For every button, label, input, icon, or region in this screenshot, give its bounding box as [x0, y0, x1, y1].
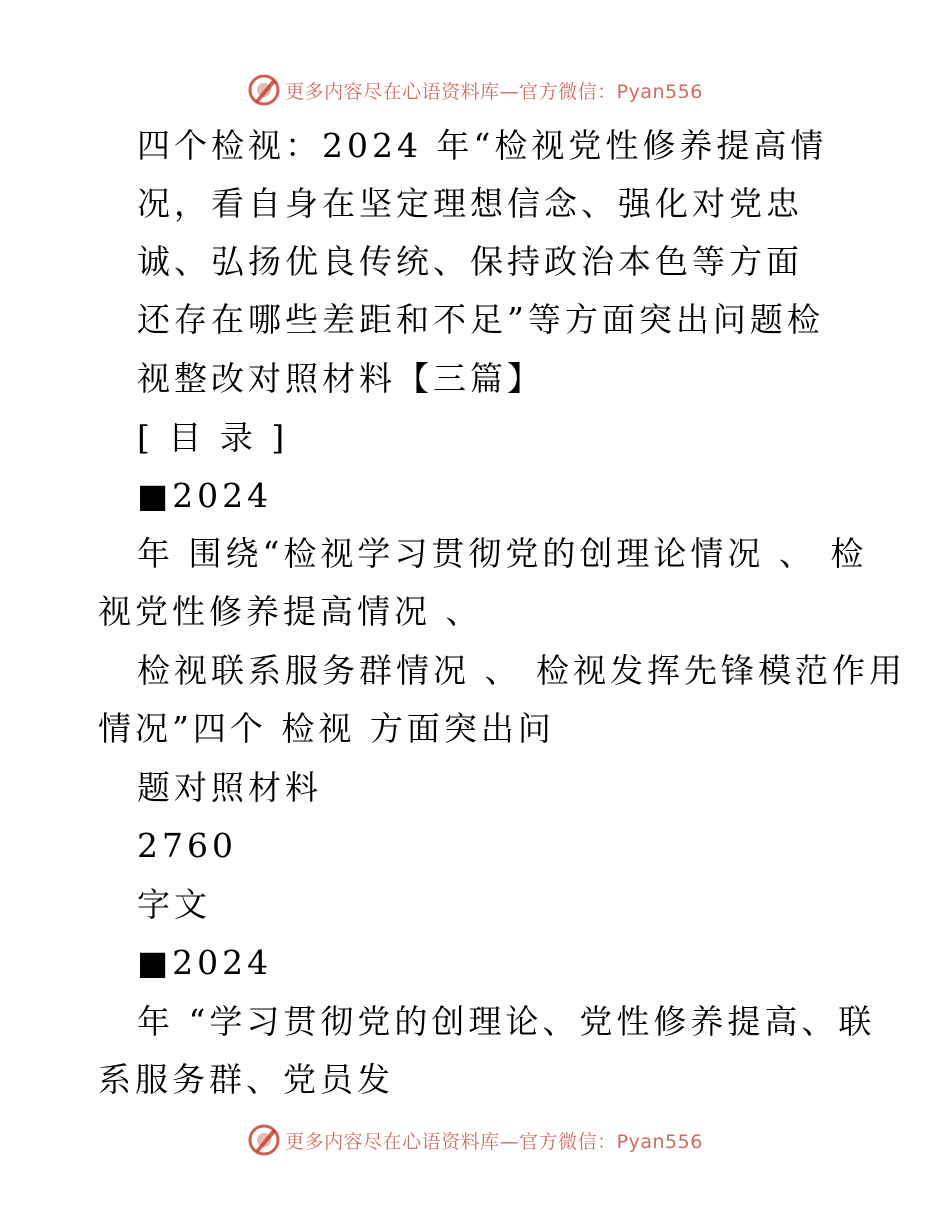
body-line-5: 视整改对照材料【三篇】 — [137, 359, 544, 398]
watermark-text: 更多内容尽在心语资料库—官方微信：Pyan556 — [285, 1130, 703, 1153]
body-line-7: ■2024 — [137, 476, 273, 515]
body-line-3: 诚、弘扬优良传统、保持政治本色等方面 — [137, 242, 803, 281]
body-line-14: 字文 — [137, 885, 211, 924]
body-line-11: 情况”四个 检视 方面突出问 — [98, 709, 555, 748]
body-line-10: 检视联系服务群情况 、 检视发挥先锋模范作用 — [137, 651, 906, 690]
footer-watermark — [0, 1120, 950, 1160]
header-watermark — [0, 70, 950, 110]
toc-heading: [ 目 录 ] — [137, 418, 289, 457]
body-line-9: 视党性修养提高情况 、 — [98, 592, 483, 631]
pen-logo-icon — [247, 1123, 281, 1157]
pen-logo-icon — [247, 73, 281, 107]
body-line-15: ■2024 — [137, 943, 273, 982]
body-line-1: 四个检视：2024 年“检视党性修养提高情 — [137, 126, 828, 165]
watermark-text: 更多内容尽在心语资料库—官方微信：Pyan556 — [285, 80, 703, 103]
body-line-12: 题对照材料 — [137, 768, 322, 807]
body-line-4: 还存在哪些差距和不足”等方面突出问题检 — [137, 300, 824, 339]
body-line-2: 况，看自身在坚定理想信念、强化对党忠 — [137, 184, 803, 223]
body-line-16: 年 “学习贯彻党的创理论、党性修养提高、联 — [137, 1002, 876, 1041]
body-line-8: 年 围绕“检视学习贯彻党的创理论情况 、 检 — [137, 534, 868, 573]
body-line-13: 2760 — [137, 826, 237, 865]
body-line-17: 系服务群、党员发 — [98, 1060, 394, 1099]
